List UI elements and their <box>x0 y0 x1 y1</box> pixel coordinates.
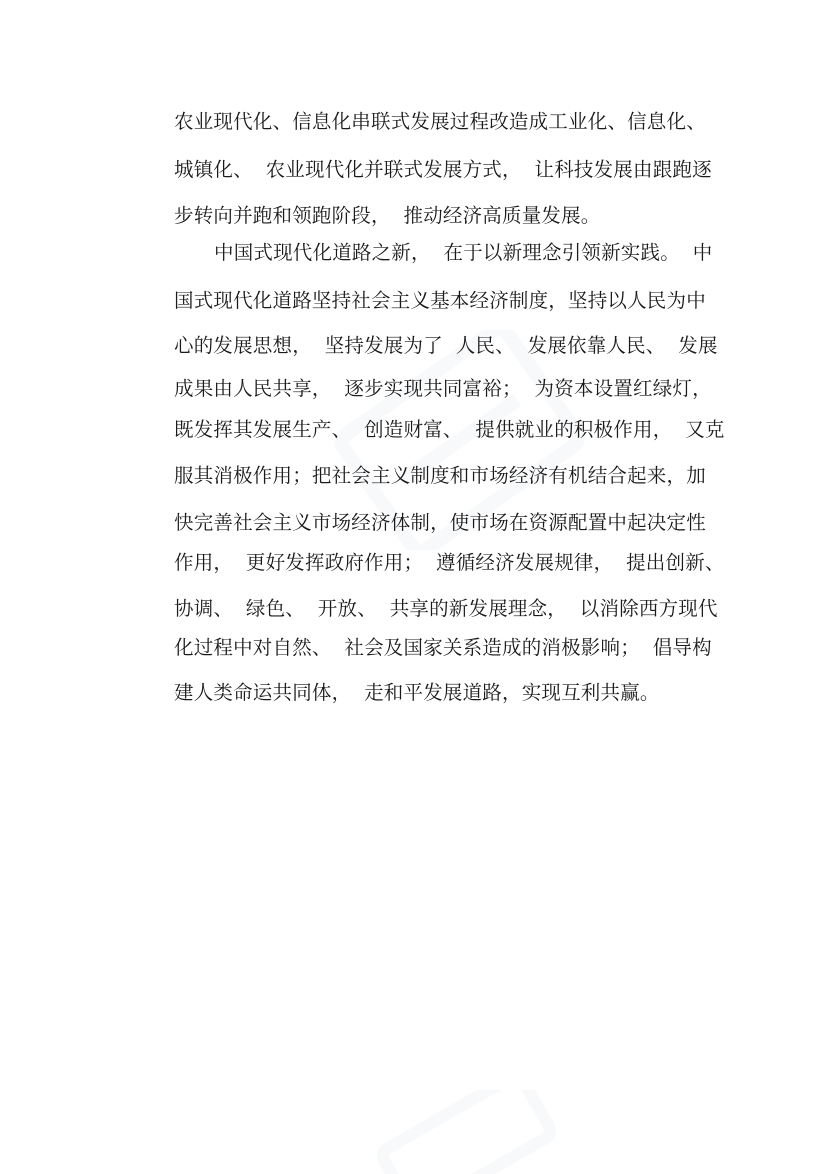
body-text-line: 步转向并跑和领跑阶段， 推动经济高质量发展。 <box>174 204 601 227</box>
body-text-line: 服其消极作用；把社会主义制度和市场经济有机结合起来，加 <box>174 464 706 487</box>
body-text-line: 建人类命运共同体， 走和平发展道路，实现互利共赢。 <box>174 681 660 704</box>
body-text-line: 国式现代化道路坚持社会主义基本经济制度，坚持以人民为中 <box>174 289 706 312</box>
body-text-line: 城镇化、 农业现代化并联式发展方式， 让科技发展由跟跑逐 <box>174 158 712 181</box>
body-text-line: 既发挥其发展生产、 创造财富、 提供就业的积极作用， 又克 <box>174 418 725 441</box>
body-text-line: 化过程中对自然、 社会及国家关系造成的消极影响； 倡导构 <box>174 636 712 659</box>
body-text-line: 协调、 绿色、 开放、 共享的新发展理念， 以消除西方现代 <box>174 597 718 620</box>
body-text-line: 农业现代化、信息化串联式发展过程改造成工业化、信息化、 <box>174 110 706 133</box>
body-text-line: 快完善社会主义市场经济体制，使市场在资源配置中起决定性 <box>174 511 706 534</box>
body-text-line: 成果由人民共享， 逐步实现共同富裕； 为资本设置红绿灯， <box>174 377 712 400</box>
paragraph-first-line: 中国式现代化道路之新， 在于以新理念引领新实践。 中 <box>214 241 713 264</box>
watermark-stamp-bottom <box>360 1090 560 1174</box>
body-text-line: 作用， 更好发挥政府作用； 遵循经济发展规律， 提出创新、 <box>174 551 725 574</box>
body-text-line: 心的发展思想， 坚持发展为了 人民、 发展依靠人民、 发展 <box>174 334 718 357</box>
